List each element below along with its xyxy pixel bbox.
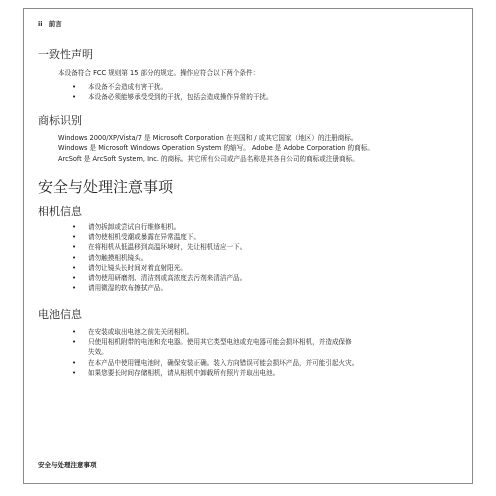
list-item: • 如果您要长时间存储相机，请从相机中卸载所有照片并取出电池。 bbox=[0, 368, 358, 378]
list-item: • 请勿触摸相机镜头。 bbox=[0, 253, 246, 263]
fcc-list bbox=[0, 82, 273, 102]
page-number: ii bbox=[38, 20, 43, 28]
list-item: • 请勿使相机受潮或暴露在异常温度下。 bbox=[0, 232, 246, 242]
list-item: • 请勿让镜头长时间对着直射阳光。 bbox=[0, 263, 246, 273]
trademark-lines bbox=[58, 133, 374, 164]
list-item: • 在安装或取出电池之前先关闭相机。 bbox=[0, 327, 358, 337]
list-item: • 请用微湿的软布擦拭产品。 bbox=[0, 283, 246, 293]
running-footer: 安全与处理注意事项 bbox=[38, 461, 97, 469]
camera-list bbox=[0, 222, 246, 293]
fcc-intro: 本设备符合 FCC 规则第 15 部分的规定。操作应符合以下两个条件： bbox=[58, 69, 260, 77]
list-item-continuation: 失效。 bbox=[88, 348, 108, 357]
list-item: • 本设备不会造成有害干扰。 bbox=[0, 82, 273, 92]
list-item: • 请勿使用研磨剂、清洁剂或高浓度去污剂来清洁产品。 bbox=[0, 273, 246, 283]
trademark-line: Windows 2000/XP/Vista/7 是 Microsoft Corporation 在美国和 / 或其它国家（地区）的注册商标。 bbox=[58, 134, 358, 142]
battery-heading: 电池信息 bbox=[38, 308, 82, 321]
trademark-line: Windows 是 Microsoft Windows Operation System 的缩写。 Adobe 是 Adobe Corporation 的商标。 bbox=[58, 144, 374, 153]
trademark-line: ArcSoft 是 ArcSoft System, Inc. 的商标。其它所有公司或产品名称是其各自公司的商标或注册商标。 bbox=[58, 154, 359, 163]
list-item: • 请勿拆卸或尝试自行维修相机。 bbox=[0, 222, 246, 232]
list-item: • 只使用相机附带的电池和充电器。使用其它类型电池或充电器可能会损坏相机，并造成保修 失效。 bbox=[0, 337, 358, 357]
camera-heading: 相机信息 bbox=[38, 205, 82, 218]
list-item: • 本设备必须能够承受受到的干扰，包括会造成操作异常的干扰。 bbox=[0, 92, 273, 102]
battery-list bbox=[0, 327, 358, 378]
running-header bbox=[38, 19, 62, 28]
list-item: • 在本产品中使用锂电池时，确保安装正确。装入方向错误可能会损坏产品，并可能引起火灾。 bbox=[0, 358, 358, 368]
safety-heading: 安全与处理注意事项 bbox=[38, 178, 174, 196]
header-section-title: 前言 bbox=[48, 20, 62, 28]
list-item: • 在将相机从低温移到高温环境时，先让相机适应一下。 bbox=[0, 242, 246, 252]
fcc-heading: 一致性声明 bbox=[38, 48, 93, 61]
trademarks-heading: 商标识别 bbox=[38, 114, 82, 127]
